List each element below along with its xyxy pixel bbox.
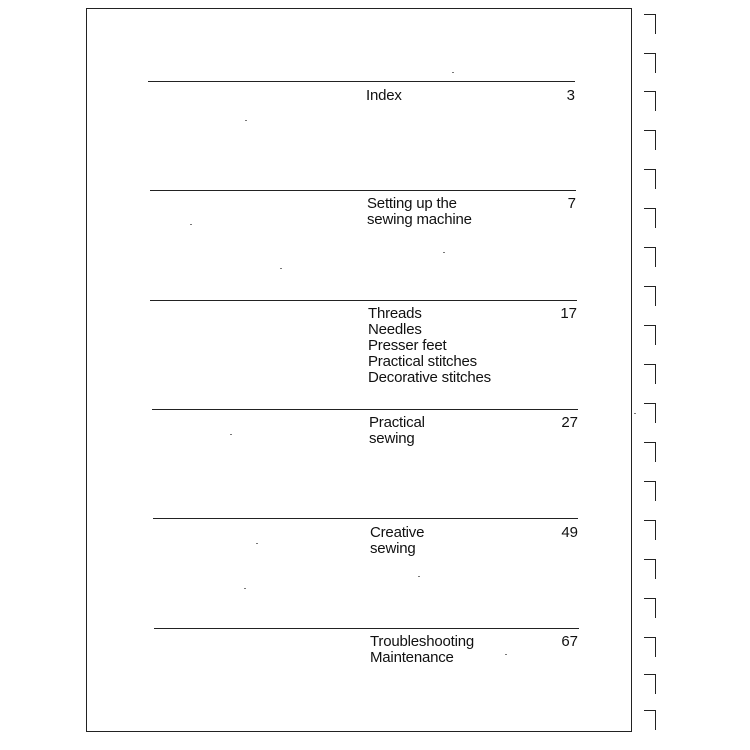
index-tab: [644, 364, 656, 384]
toc-entry-page: 27: [561, 414, 578, 431]
toc-entry-title: Practical sewing: [369, 414, 425, 447]
index-tab: [644, 520, 656, 540]
scan-speck: [634, 413, 636, 414]
scan-speck: [280, 268, 282, 269]
toc-entry-page: 49: [561, 524, 578, 541]
index-tab: [644, 325, 656, 345]
scan-speck: [452, 72, 454, 73]
index-tab: [644, 442, 656, 462]
scan-speck: [443, 252, 445, 253]
toc-entry-page: 3: [566, 87, 575, 104]
index-tab: [644, 674, 656, 694]
scan-speck: [256, 543, 258, 544]
index-tab: [644, 598, 656, 618]
index-tab: [644, 130, 656, 150]
section-divider: [152, 409, 578, 410]
section-divider: [153, 518, 578, 519]
page-border: [86, 8, 632, 732]
index-tab: [644, 481, 656, 501]
index-tab: [644, 710, 656, 730]
scan-speck: [190, 224, 192, 225]
toc-entry-title: Creative sewing: [370, 524, 425, 557]
index-tab: [644, 91, 656, 111]
index-tab: [644, 208, 656, 228]
scan-speck: [230, 434, 232, 435]
section-divider: [148, 81, 575, 82]
toc-entry-title: Troubleshooting Maintenance: [370, 633, 475, 666]
index-tab: [644, 247, 656, 267]
toc-entry-title: Index: [366, 87, 402, 104]
index-tab: [644, 403, 656, 423]
toc-entry-page: 7: [567, 195, 576, 212]
toc-entry-title: Setting up the sewing machine: [367, 195, 472, 228]
index-tab: [644, 14, 656, 34]
toc-entry-page: 17: [560, 305, 577, 322]
index-tab: [644, 559, 656, 579]
index-tab: [644, 169, 656, 189]
index-tab: [644, 637, 656, 657]
scan-speck: [244, 588, 246, 589]
scan-speck: [418, 576, 420, 577]
scan-speck: [245, 120, 247, 121]
section-divider: [154, 628, 579, 629]
index-tab-strip: [640, 0, 670, 750]
scan-speck: [505, 654, 507, 655]
toc-entry-page: 67: [561, 633, 578, 650]
section-divider: [150, 300, 577, 301]
section-divider: [150, 190, 576, 191]
index-tab: [644, 286, 656, 306]
toc-entry-title: Threads Needles Presser feet Practical stitches Decorative stitches: [368, 305, 491, 386]
index-tab: [644, 53, 656, 73]
